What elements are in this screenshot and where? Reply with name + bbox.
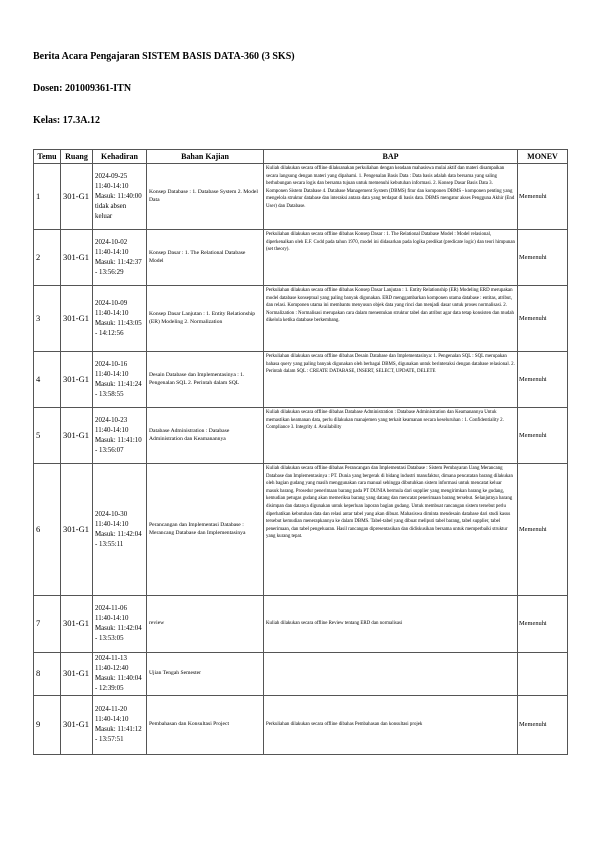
cell-ruang: 301-G1 <box>61 286 93 352</box>
cell-kehadiran: 2024-11-06 11:40-14:10 Masuk: 11:42:04 - 13:53:05 <box>93 596 147 653</box>
cell-pertemuan: 4 <box>34 352 61 408</box>
cell-ruang: 301-G1 <box>61 408 93 464</box>
table-row <box>34 230 568 286</box>
table-header-row <box>34 150 568 164</box>
cell-ruang: 301-G1 <box>61 596 93 653</box>
lecturer-line: Dosen: 201009361-ITN <box>33 83 132 94</box>
cell-ruang: 301-G1 <box>61 653 93 696</box>
cell-monev: Memenuhi <box>518 408 568 464</box>
cell-monev: Memenuhi <box>518 696 568 755</box>
cell-bahan-kajian: Pembahasan dan Konsultasi Project <box>147 696 264 755</box>
cell-kehadiran: 2024-11-13 11:40-12:40 Masuk: 11:40:04 - 12:39:05 <box>93 653 147 696</box>
cell-pertemuan: 6 <box>34 464 61 596</box>
cell-pertemuan: 9 <box>34 696 61 755</box>
cell-pertemuan: 3 <box>34 286 61 352</box>
cell-monev <box>518 653 568 696</box>
cell-bap: Kuliah dilakukan secara offline dilaksanakan perkuliahan dengan keadaan mahasiswa mulai aktif dan materi disampaikan secara langsung dengan materi yang dipahami. 1. Pengenalan Basis Data : Data basis adalah data bersama yang saling berhubungan secara logis dan bersama tujuan untuk memenuhi kebutuhan informasi. 2. Konsep Dasar Basis Data 3. Komponen Sistem Database 4. Database Management System (DBMS) fitur dan komponen DBMS - komponen penting yang mengelola struktur database dan interaksi antara data yang terdapat di basis data. DBMS mengatur akses Pengguna Akhir (End User) dan Database. <box>264 164 518 230</box>
cell-pertemuan: 2 <box>34 230 61 286</box>
cell-kehadiran: 2024-10-30 11:40-14:10 Masuk: 11:42:04 - 13:55:11 <box>93 464 147 596</box>
cell-bahan-kajian: Konsep Dasar : 1. The Relational Database Model <box>147 230 264 286</box>
cell-bahan-kajian: review <box>147 596 264 653</box>
cell-bap: Perkuliahan dilakukan secara offline dibahas Pembahasan dan konsultasi projek <box>264 696 518 755</box>
cell-pertemuan: 7 <box>34 596 61 653</box>
table-row <box>34 286 568 352</box>
cell-bap <box>264 653 518 696</box>
table-row <box>34 408 568 464</box>
cell-bap: Perkuliahan dilakukan secara offline dibahas Konsep Dasar : 1. The Relational Database Model : Model relasional, diperkenalkan oleh E.F. Codd pada tahun 1970, model ini didasarkan pada logika predikat (predicate logic) dan teori himpunan (set theory). <box>264 230 518 286</box>
teaching-report-table <box>33 149 568 755</box>
cell-monev: Memenuhi <box>518 352 568 408</box>
cell-bap: Kuliah dilakukan secara offline Review tentang ERD dan normalisasi <box>264 596 518 653</box>
table-row <box>34 696 568 755</box>
column-header-monev: MONEV <box>518 150 568 164</box>
cell-kehadiran: 2024-10-23 11:40-14:10 Masuk: 11:41:10 - 13:56:07 <box>93 408 147 464</box>
cell-monev: Memenuhi <box>518 464 568 596</box>
cell-pertemuan: 8 <box>34 653 61 696</box>
cell-pertemuan: 5 <box>34 408 61 464</box>
column-header-temu: Temu <box>34 150 61 164</box>
table-row <box>34 164 568 230</box>
cell-ruang: 301-G1 <box>61 230 93 286</box>
cell-pertemuan: 1 <box>34 164 61 230</box>
table-row <box>34 596 568 653</box>
cell-kehadiran: 2024-10-09 11:40-14:10 Masuk: 11:43:05 - 14:12:56 <box>93 286 147 352</box>
cell-ruang: 301-G1 <box>61 164 93 230</box>
table-row <box>34 464 568 596</box>
cell-kehadiran: 2024-10-16 11:40-14:10 Masuk: 11:41:24 - 13:58:55 <box>93 352 147 408</box>
cell-bap: Kuliah dilakukan secara offline dibahas Perancangan dan Implementasi Database : Sistem Pembayaran Uang Merancang Database dan Implementasinya : PT. Dunia yang bergerak di bidang industri manufaktur, dimana pencatatan barang dilakukan oleh bagian gudang yang masih menggunakan cara manual sehingga dibutuhkan sistem informasi untuk mencatat keluar masuk barang. Prosedur penerimaan barang pada PT DUNIA bermula dari supplier yang mengirimkan barang ke gudang, kemudian petugas gudang akan memeriksa barang yang datang dan mencatat penerimaan barang tersebut. Selanjutnya barang disimpan dan datanya digunakan untuk keperluan laporan bagian gudang. Untuk membuat rancangan sistem tersebut perlu diperhatikan kebutuhan data dan relasi antar tabel yang akan dibuat. Mahasiswa diminta mendesain database dari studi kasus tersebut kemudian menerapkannya ke dalam DBMS. Tabel-tabel yang dibuat meliputi tabel barang, tabel supplier, tabel penerimaan, dan tabel pengeluaran. Hasil rancangan dipresentasikan dan didiskusikan bersama untuk memperbaiki struktur yang kurang tepat. <box>264 464 518 596</box>
cell-bahan-kajian: Perancangan dan Implementasi Database : Merancang Database dan Implementasinya <box>147 464 264 596</box>
cell-kehadiran: 2024-11-20 11:40-14:10 Masuk: 11:41:12 - 13:57:51 <box>93 696 147 755</box>
cell-bahan-kajian: Desain Database dan Implementasinya : 1. Pengenalan SQL 2. Perintah dalam SQL <box>147 352 264 408</box>
cell-kehadiran: 2024-10-02 11:40-14:10 Masuk: 11:42:37 - 13:56:29 <box>93 230 147 286</box>
cell-monev: Memenuhi <box>518 596 568 653</box>
cell-monev: Memenuhi <box>518 286 568 352</box>
table-row <box>34 352 568 408</box>
cell-bahan-kajian: Ujian Tengah Semester <box>147 653 264 696</box>
cell-bahan-kajian: Database Administration : Database Administration dan Keamanannya <box>147 408 264 464</box>
cell-bap: Kuliah dilakukan secara offline dibahas Database Administration : Database Administration dan Keamanannya Untuk memastikan keamanan data, perlu dilakukan manajemen yang terkait keamanan secara keseluruhan : 1. Confidentiality 2. Compliance 3. Integrity 4. Availability <box>264 408 518 464</box>
cell-monev: Memenuhi <box>518 230 568 286</box>
page-title: Berita Acara Pengajaran SISTEM BASIS DATA-360 (3 SKS) <box>33 51 295 62</box>
class-line: Kelas: 17.3A.12 <box>33 115 100 126</box>
cell-ruang: 301-G1 <box>61 352 93 408</box>
column-header-kehadiran: Kehadiran <box>93 150 147 164</box>
cell-bap: Perkuliahan dilakukan secara offline dibahas Konsep Dasar Lanjutan : 1. Entity Relationship (ER) Modeling ERD merupakan model database konseptual yang paling banyak digunakan. ERD menggambarkan komponen utama database : entitas, atribut, dan relasi. Komponen utama ini membantu menyusun objek data yang rinci dan menjadi dasar untuk proses normalisasi. 2. Normalization : Normalisasi merupakan cara dalam menentukan struktur tabel dan atribut agar data tetap konsisten dan mudah dikelola ketika database berkembang. <box>264 286 518 352</box>
cell-kehadiran: 2024-09-25 11:40-14:10 Masuk: 11:40:00 tidak absen keluar <box>93 164 147 230</box>
table-row <box>34 653 568 696</box>
cell-bahan-kajian: Konsep Dasar Lanjutan : 1. Entity Relationship (ER) Modeling 2. Normalization <box>147 286 264 352</box>
cell-ruang: 301-G1 <box>61 464 93 596</box>
column-header-ruang: Ruang <box>61 150 93 164</box>
column-header-bahan-kajian: Bahan Kajian <box>147 150 264 164</box>
column-header-bap: BAP <box>264 150 518 164</box>
cell-bap: Perkuliahan dilakukan secara offline dibahas Desain Database dan Implementasinya: 1. Pengenalan SQL : SQL merupakan bahasa query yang paling banyak digunakan oleh berbagai DBMS, digunakan untuk berinteraksi dengan database relasional. 2. Perintah dalam SQL : CREATE DATABASE, INSERT, SELECT, UPDATE, DELETE <box>264 352 518 408</box>
cell-ruang: 301-G1 <box>61 696 93 755</box>
cell-bahan-kajian: Konsep Database : 1. Database System 2. Model Data <box>147 164 264 230</box>
cell-monev: Memenuhi <box>518 164 568 230</box>
